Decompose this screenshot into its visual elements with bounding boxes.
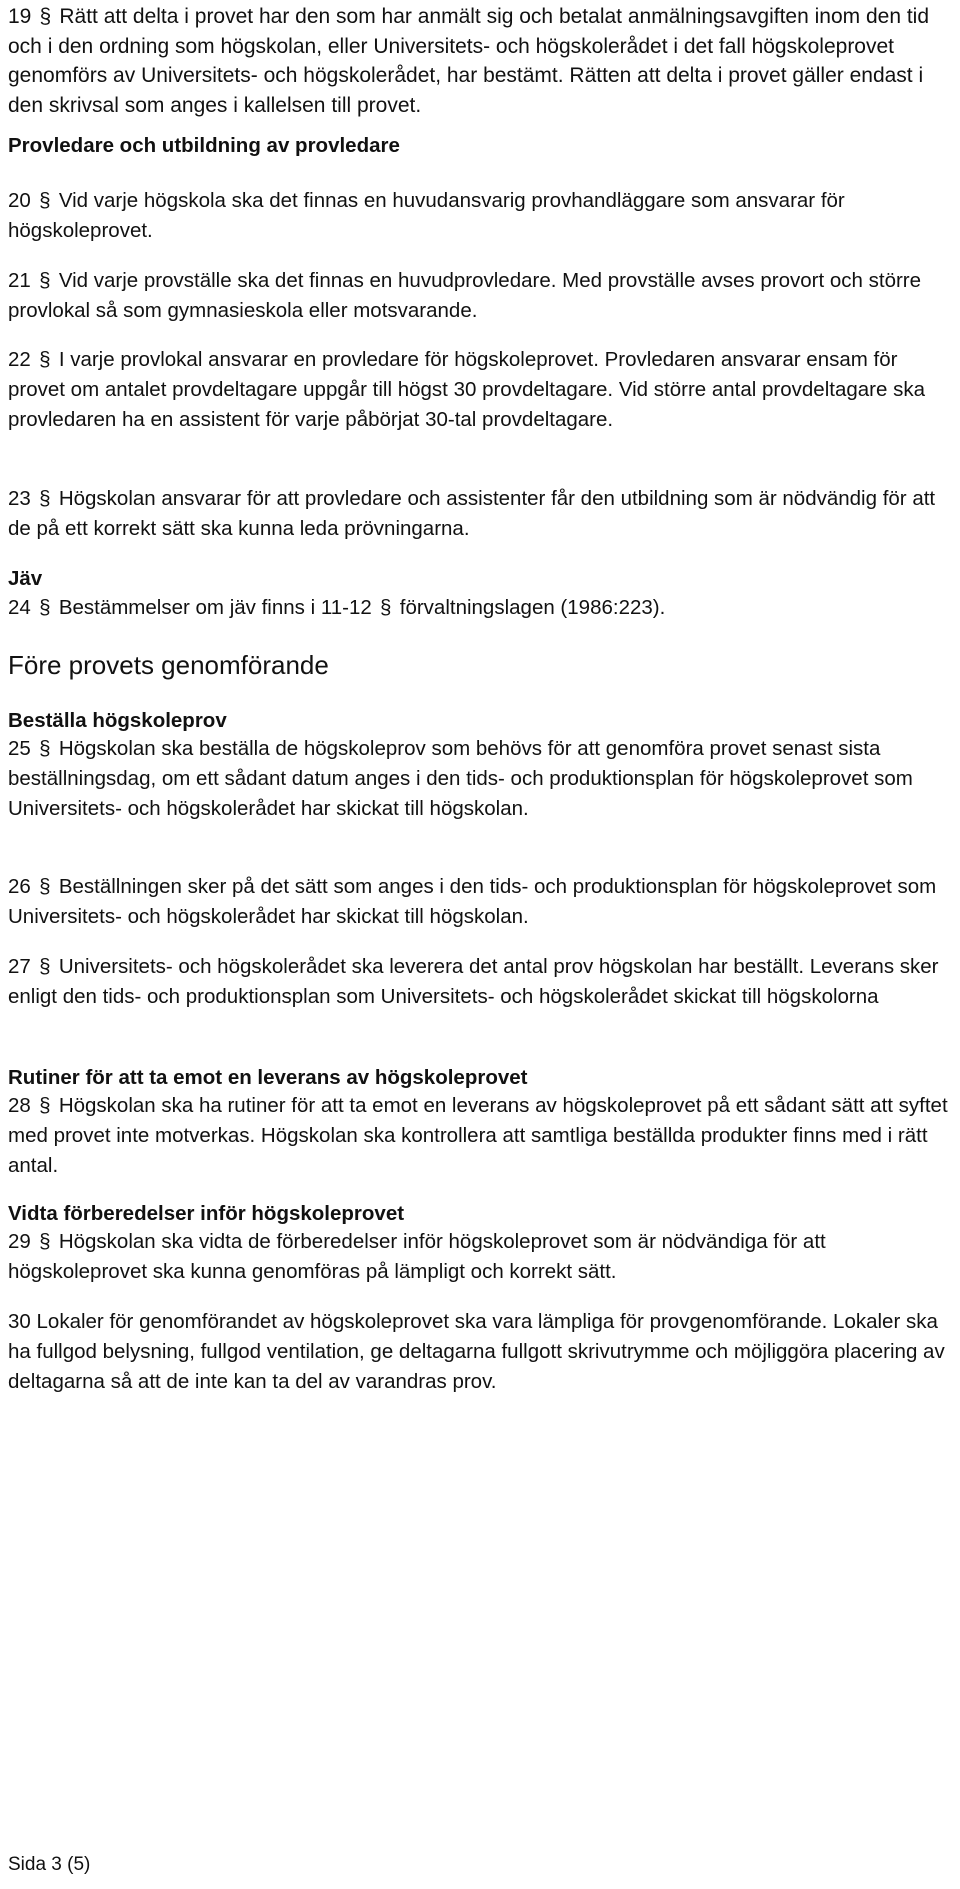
paragraph-number: 30 — [8, 1310, 31, 1333]
paragraph-number: 26 — [8, 875, 31, 898]
paragraph-number: 20 — [8, 189, 31, 212]
paragraph-text: Högskolan ska vidta de förberedelser inför högskoleprovet som är nödvändiga för att högskoleprovet ska kunna genomföras på lämpligt och korrekt sätt. — [8, 1230, 826, 1283]
section-mark: § — [39, 596, 51, 619]
paragraph-27 — [8, 952, 958, 1012]
paragraph-text: Beställningen sker på det sätt som anges i den tids- och produktionsplan för högskoleprovet som Universitets- och högskolerådet har skickat till högskolan. — [8, 875, 937, 928]
paragraph-text: Vid varje provställe ska det finnas en huvudprovledare. Med provställe avses provort och större provlokal så som gymnasieskola eller motsvarande. — [8, 269, 922, 322]
paragraph-number: 27 — [8, 955, 31, 978]
paragraph-text: Bestämmelser om jäv finns i 11-12 — [58, 596, 372, 619]
page-footer: Sida 3 (5) — [8, 1854, 91, 1875]
section-mark: § — [39, 269, 51, 292]
section-mark: § — [39, 189, 51, 212]
section-mark: § — [39, 1094, 51, 1117]
paragraph-number: 21 — [8, 269, 31, 292]
paragraph-number: 23 — [8, 487, 31, 510]
paragraph-24 — [8, 593, 958, 623]
paragraph-25 — [8, 734, 958, 824]
paragraph-number: 28 — [8, 1094, 31, 1117]
paragraph-text: Lokaler för genomförandet av högskoleprovet ska vara lämpliga för provgenomförande. Lokaler ska ha fullgod belysning, fullgod ventilation, ge deltagarna fullgott skrivutrymme och möjliggöra placering av deltagarna så att de inte kan ta del av varandras prov. — [8, 1310, 945, 1393]
paragraph-28 — [8, 1091, 958, 1181]
paragraph-text: I varje provlokal ansvarar en provledare för högskoleprovet. Provledaren ansvarar ensam för provet om antalet provdeltagare uppgår till högst 30 provdeltagare. Vid större antal provdeltagare ska provledaren ha en assistent för varje påbörjat 30-tal provdeltagare. — [8, 348, 925, 431]
paragraph-29 — [8, 1227, 958, 1287]
section-mark: § — [39, 737, 51, 760]
heading-fore-provets-genomforande: Före provets genomförande — [8, 650, 329, 680]
paragraph-number: 25 — [8, 737, 31, 760]
section-mark: § — [39, 487, 51, 510]
paragraph-text: Högskolan ska beställa de högskoleprov som behövs för att genomföra provet senast sista beställningsdag, om ett sådant datum anges i den tids- och produktionsplan för högskoleprovet som Universitets- och högskolerådet har skickat till högskolan. — [8, 737, 913, 820]
heading-jav: Jäv — [8, 567, 43, 590]
section-mark: § — [39, 875, 51, 898]
paragraph-number: 19 — [8, 5, 32, 28]
heading-rutiner: Rutiner för att ta emot en leverans av högskoleprovet — [8, 1066, 528, 1089]
paragraph-21 — [8, 266, 958, 326]
section-mark: § — [39, 5, 52, 28]
paragraph-number: 24 — [8, 596, 31, 619]
paragraph-26 — [8, 872, 958, 932]
paragraph-text: Universitets- och högskolerådet ska leverera det antal prov högskolan har beställt. Leverans sker enligt den tids- och produktionsplan som Universitets- och högskolerådet skickat till högskolorna — [8, 955, 939, 1008]
section-mark: § — [39, 955, 51, 978]
paragraph-20 — [8, 186, 958, 246]
section-mark: § — [39, 1230, 51, 1253]
paragraph-number: 22 — [8, 348, 31, 371]
paragraph-text: Vid varje högskola ska det finnas en huvudansvarig provhandläggare som ansvarar för högskoleprovet. — [8, 189, 845, 242]
paragraph-19 — [8, 2, 958, 120]
paragraph-number: 29 — [8, 1230, 31, 1253]
paragraph-text: förvaltningslagen (1986:223). — [399, 596, 666, 619]
section-mark: § — [380, 596, 392, 619]
paragraph-30 — [8, 1307, 958, 1397]
heading-bestalla: Beställa högskoleprov — [8, 709, 227, 732]
section-mark: § — [39, 348, 51, 371]
paragraph-text: Högskolan ska ha rutiner för att ta emot en leverans av högskoleprovet på ett sådant sätt att syftet med provet inte motverkas. Högskolan ska kontrollera att samtliga beställda produkter finns med i rätt antal. — [8, 1094, 948, 1177]
paragraph-text: Högskolan ansvarar för att provledare och assistenter får den utbildning som är nödvändig för att de på ett korrekt sätt ska kunna leda prövningarna. — [8, 487, 936, 540]
paragraph-text: Rätt att delta i provet har den som har anmält sig och betalat anmälningsavgiften inom den tid och i den ordning som högskolan, eller Universitets- och högskolerådet i det fall högskoleprovet genomförs av Universitets- och högskolerådet, har bestämt. Rätten att delta i provet gäller endast i den skrivsal som anges i kallelsen till provet. — [8, 5, 930, 117]
paragraph-22 — [8, 345, 958, 435]
heading-provledare: Provledare och utbildning av provledare — [8, 134, 400, 157]
heading-vidta: Vidta förberedelser inför högskoleprovet — [8, 1202, 405, 1225]
paragraph-23 — [8, 484, 958, 544]
